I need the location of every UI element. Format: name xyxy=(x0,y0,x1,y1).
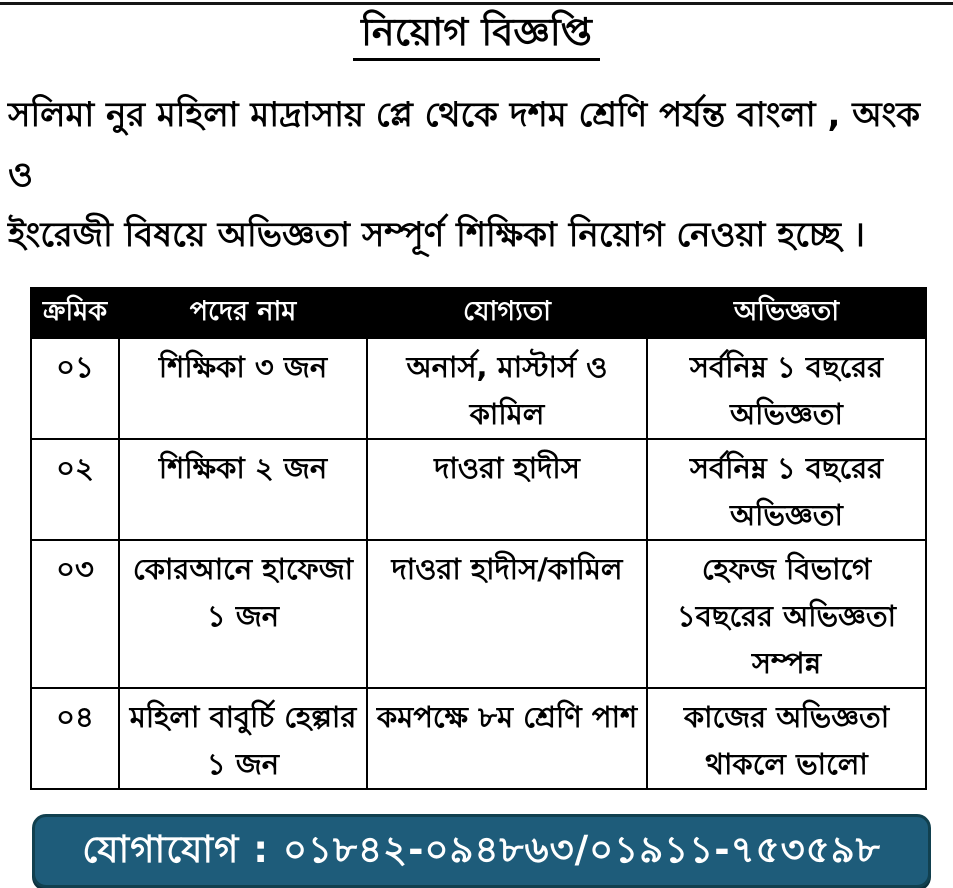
table-row xyxy=(31,688,926,789)
cell-serial: ০২ xyxy=(31,439,119,540)
column-header-post: পদের নাম xyxy=(119,288,367,338)
cell-experience: হেফজ বিভাগে ১বছরের অভিজ্ঞতা সম্পন্ন xyxy=(647,540,926,688)
contact-text: যোগাযোগ : ০১৮৪২-০৯৪৮৬৩/০১৯১১-৭৫৩৫৯৮ xyxy=(82,827,881,871)
recruitment-table xyxy=(30,287,927,790)
column-header-serial: ক্রমিক xyxy=(31,288,119,338)
cell-qualification: কমপক্ষে ৮ম শ্রেণি পাশ xyxy=(367,688,647,789)
cell-serial: ০৩ xyxy=(31,540,119,688)
intro-line-1: সলিমা নুর মহিলা মাদ্রাসায় প্লে থেকে দশম শ্রেণি পর্যন্ত বাংলা , অংক ও xyxy=(8,95,921,195)
intro-line-2: ইংরেজী বিষয়ে অভিজ্ঞতা সম্পূর্ণ শিক্ষিকা নিয়োগ নেওয়া হচ্ছে । xyxy=(8,215,865,255)
cell-qualification: অনার্স, মাস্টার্স ও কামিল xyxy=(367,338,647,439)
table-row xyxy=(31,540,926,688)
title-wrap xyxy=(0,7,953,61)
cell-experience: কাজের অভিজ্ঞতা থাকলে ভালো xyxy=(647,688,926,789)
page-title: নিয়োগ বিজ্ঞপ্তি xyxy=(353,7,600,61)
cell-experience: সর্বনিম্ন ১ বছরের অভিজ্ঞতা xyxy=(647,439,926,540)
cell-post-name: মহিলা বাবুর্চি হেল্পার ১ জন xyxy=(119,688,367,789)
cell-serial: ০৪ xyxy=(31,688,119,789)
cell-post-name: কোরআনে হাফেজা ১ জন xyxy=(119,540,367,688)
cell-qualification: দাওরা হাদীস xyxy=(367,439,647,540)
cell-experience: সর্বনিম্ন ১ বছরের অভিজ্ঞতা xyxy=(647,338,926,439)
intro-text xyxy=(8,85,945,265)
table-row xyxy=(31,338,926,439)
table-row xyxy=(31,439,926,540)
cell-qualification: দাওরা হাদীস/কামিল xyxy=(367,540,647,688)
cell-serial: ০১ xyxy=(31,338,119,439)
contact-bar xyxy=(32,814,931,888)
cell-post-name: শিক্ষিকা ৩ জন xyxy=(119,338,367,439)
table-header-row xyxy=(31,288,926,338)
column-header-qualification: যোগ্যতা xyxy=(367,288,647,338)
column-header-experience: অভিজ্ঞতা xyxy=(647,288,926,338)
cell-post-name: শিক্ষিকা ২ জন xyxy=(119,439,367,540)
top-divider xyxy=(0,2,953,5)
